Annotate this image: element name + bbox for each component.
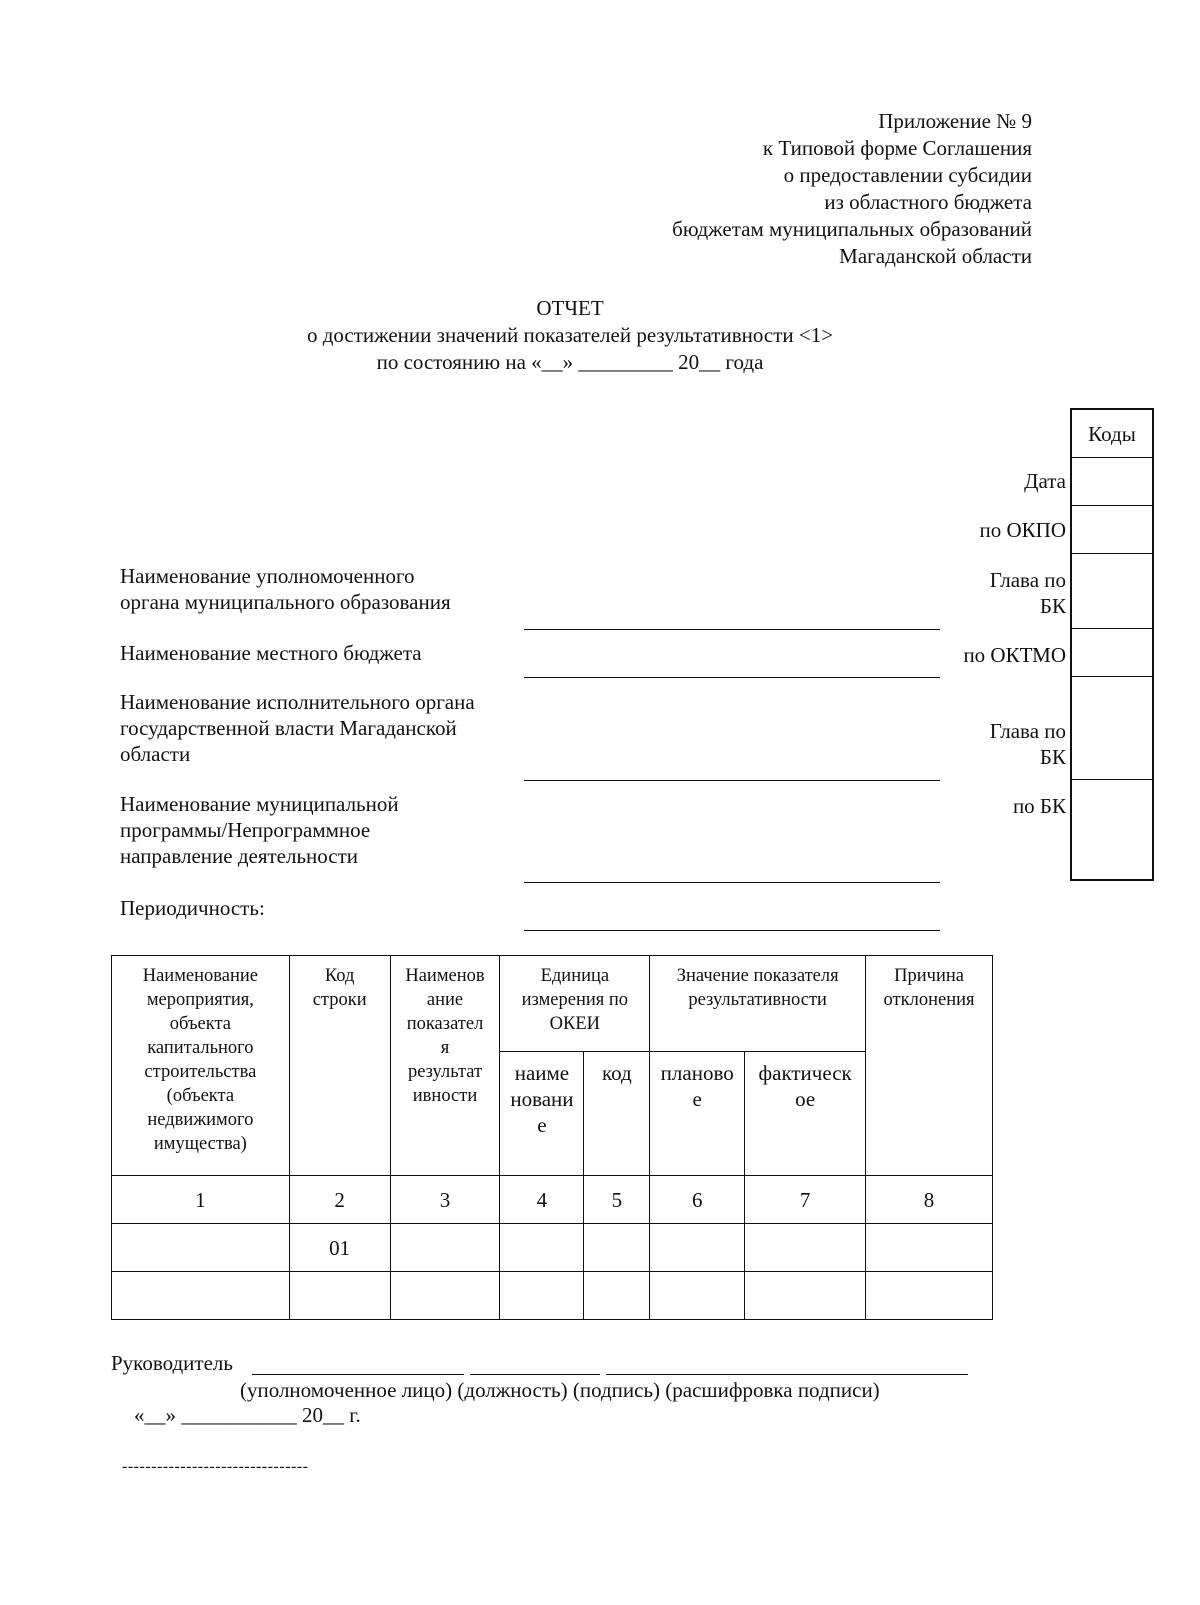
field-periodicity-label — [120, 895, 530, 921]
table-cell[interactable] — [390, 1272, 500, 1320]
header-text: мероприятия, — [146, 990, 254, 1010]
field-program-input[interactable] — [524, 882, 940, 883]
table-cell[interactable] — [390, 1224, 500, 1272]
column-number: 4 — [500, 1176, 584, 1224]
field-budget-label — [120, 640, 530, 666]
field-executive-line: Наименование исполнительного органа — [120, 690, 475, 714]
table-cell[interactable] — [112, 1272, 290, 1320]
label-po-bk: по БК — [1012, 794, 1066, 818]
header-col8 — [866, 956, 993, 1176]
header-text: Значение показателя — [676, 966, 839, 986]
header-text: ание — [426, 990, 464, 1010]
header-col4 — [500, 1052, 584, 1176]
field-authority-input[interactable] — [524, 629, 940, 630]
code-cell-glava-bk-2[interactable] — [1072, 677, 1152, 780]
field-executive-input[interactable] — [524, 780, 940, 781]
code-cell-okpo[interactable] — [1072, 506, 1152, 554]
table-cell[interactable] — [500, 1272, 584, 1320]
header-text: е — [692, 1087, 702, 1111]
field-periodicity-line: Периодичность: — [120, 896, 265, 920]
table-row — [112, 1272, 993, 1320]
label-oktmo: по ОКТМО — [963, 643, 1066, 667]
field-executive-line: государственной власти Магаданской — [120, 716, 457, 740]
label-glava-bk-1-b: БК — [1039, 594, 1066, 618]
field-authority-line: органа муниципального образования — [120, 590, 451, 614]
code-cell-oktmo[interactable] — [1072, 629, 1152, 677]
header-text: отклонения — [883, 990, 975, 1010]
title-subtitle: о достижении значений показателей результативности <1> — [306, 323, 834, 347]
header-text: результативности — [688, 990, 827, 1010]
label-glava-bk-1-a: Глава по — [989, 568, 1066, 592]
appendix-line: бюджетам муниципальных образований — [672, 217, 1032, 241]
header-col5 — [584, 1052, 650, 1176]
code-cell-po-bk[interactable] — [1072, 780, 1152, 879]
report-title — [0, 295, 1140, 376]
appendix-line: Приложение № 9 — [878, 109, 1032, 133]
appendix-line: о предоставлении субсидии — [783, 163, 1032, 187]
label-glava-bk-2-b: БК — [1039, 745, 1066, 769]
signature-date: «__» ___________ 20__ г. — [134, 1403, 361, 1427]
appendix-line: Магаданской области — [839, 244, 1032, 268]
header-text: наиме — [514, 1061, 570, 1085]
column-numbers-row — [112, 1176, 993, 1224]
header-text: показател — [406, 1014, 484, 1034]
column-number: 5 — [584, 1176, 650, 1224]
table-cell[interactable] — [745, 1224, 866, 1272]
table-cell[interactable] — [289, 1272, 390, 1320]
column-number: 1 — [112, 1176, 290, 1224]
header-text: строки — [312, 990, 367, 1010]
header-text: планово — [660, 1061, 734, 1085]
column-number: 8 — [866, 1176, 993, 1224]
table-cell[interactable] — [650, 1224, 745, 1272]
field-program-label — [120, 791, 530, 869]
field-authority-label — [120, 563, 530, 615]
header-text: Наименов — [405, 966, 485, 986]
header-text: Код — [324, 966, 355, 986]
header-text: недвижимого — [147, 1110, 254, 1130]
column-number: 2 — [289, 1176, 390, 1224]
header-col7 — [745, 1052, 866, 1176]
code-cell-glava-bk-1[interactable] — [1072, 554, 1152, 629]
label-date: Дата — [1024, 469, 1066, 493]
field-program-line: направление деятельности — [120, 844, 359, 868]
label-glava-bk-2-a: Глава по — [989, 719, 1066, 743]
field-executive-line: области — [120, 742, 191, 766]
header-text: ОКЕИ — [549, 1014, 601, 1034]
appendix-header — [672, 108, 1032, 270]
header-col1 — [112, 956, 290, 1176]
header-text: Причина — [894, 966, 964, 986]
field-authority-line: Наименование уполномоченного — [120, 564, 415, 588]
header-text: Единица — [540, 966, 610, 986]
code-cell-date[interactable] — [1072, 458, 1152, 506]
header-text: я — [440, 1038, 450, 1058]
signature-line-authorized[interactable] — [252, 1374, 464, 1375]
signature-row — [111, 1350, 233, 1376]
header-text: объекта — [169, 1014, 231, 1034]
label-okpo: по ОКПО — [979, 518, 1066, 542]
signature-line-transcript[interactable] — [606, 1374, 968, 1375]
header-col6 — [650, 1052, 745, 1176]
column-number: 7 — [745, 1176, 866, 1224]
header-text: Наименование — [142, 966, 258, 986]
header-text: фактическ — [758, 1061, 852, 1085]
table-cell[interactable] — [584, 1272, 650, 1320]
field-budget-input[interactable] — [524, 677, 940, 678]
codes-header: Коды — [1072, 410, 1152, 458]
field-budget-line: Наименование местного бюджета — [120, 641, 422, 665]
row-code-cell: 01 — [289, 1224, 390, 1272]
field-executive-label — [120, 689, 530, 767]
title-as-of: по состоянию на «__» _________ 20__ года — [376, 350, 764, 374]
header-text: строительства — [144, 1062, 257, 1082]
codes-table — [1070, 408, 1154, 881]
header-text: код — [601, 1061, 632, 1085]
table-cell[interactable] — [866, 1272, 993, 1320]
table-cell[interactable] — [500, 1224, 584, 1272]
header-text: е — [537, 1113, 547, 1137]
header-text: (объекта — [166, 1086, 235, 1106]
header-text: ое — [795, 1087, 816, 1111]
header-okei-group — [500, 956, 650, 1052]
header-text: измерения по — [521, 990, 629, 1010]
field-program-line: Наименование муниципальной — [120, 792, 399, 816]
table-cell[interactable] — [584, 1224, 650, 1272]
header-text: капитального — [147, 1038, 254, 1058]
table-cell[interactable] — [745, 1272, 866, 1320]
header-value-group — [650, 956, 866, 1052]
table-cell[interactable] — [650, 1272, 745, 1320]
table-row — [112, 1224, 993, 1272]
header-text: результат — [407, 1062, 483, 1082]
title-heading: ОТЧЕТ — [536, 296, 604, 320]
table-cell[interactable] — [866, 1224, 993, 1272]
column-number: 6 — [650, 1176, 745, 1224]
header-col2 — [289, 956, 390, 1176]
field-program-line: программы/Непрограммное — [120, 818, 371, 842]
signature-captions: (уполномоченное лицо) (должность) (подпись) (расшифровка подписи) — [240, 1378, 880, 1402]
field-periodicity-input[interactable] — [524, 930, 940, 931]
column-number: 3 — [390, 1176, 500, 1224]
footnote-separator: -------------------------------- — [122, 1458, 309, 1475]
appendix-line: из областного бюджета — [824, 190, 1032, 214]
indicators-table — [111, 955, 993, 1320]
signature-line-position[interactable] — [470, 1374, 600, 1375]
header-text: ивности — [412, 1086, 478, 1106]
table-cell[interactable] — [112, 1224, 290, 1272]
signature-label: Руководитель — [111, 1351, 233, 1375]
header-text: новани — [510, 1087, 574, 1111]
appendix-line: к Типовой форме Соглашения — [762, 136, 1032, 160]
header-col3 — [390, 956, 500, 1176]
header-text: имущества) — [153, 1134, 247, 1154]
